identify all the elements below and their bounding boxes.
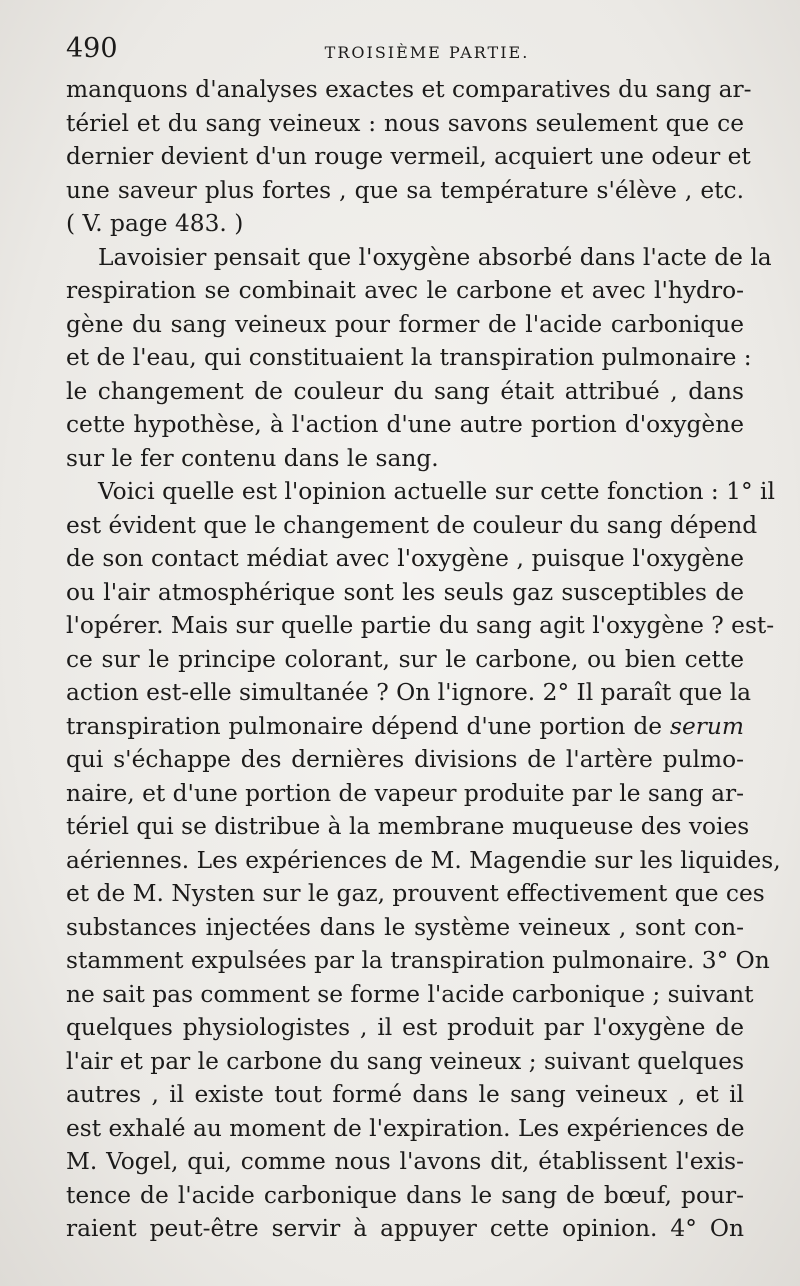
text-line: l'air et par le carbone du sang veineux ; suivant quelques: [66, 1047, 745, 1075]
text-line: autres , il existe tout formé dans le sang veineux , et il: [66, 1081, 744, 1108]
text-line: cette hypothèse, à l'action d'une autre portion d'oxygène: [66, 411, 744, 438]
text-line: Lavoisier pensait que l'oxygène absorbé dans l'acte de la: [98, 243, 772, 271]
text-line: est exhalé au moment de l'expiration. Les expériences de: [66, 1114, 745, 1142]
text-line: tériel et du sang veineux : nous savons seulement que ce: [66, 109, 744, 137]
text-line: Voici quelle est l'opinion actuelle sur cette fonction : 1° il: [98, 478, 775, 505]
italic-term: serum: [670, 712, 744, 740]
text-line: aériennes. Les expériences de M. Magendie sur les liquides,: [66, 846, 781, 874]
text-line: raient peut-être servir à appuyer cette opinion. 4° On: [66, 1215, 744, 1242]
text-line: tériel qui se distribue à la membrane muqueuse des voies: [66, 813, 750, 840]
text-line: dernier devient d'un rouge vermeil, acquiert une odeur et: [66, 143, 751, 170]
text-line: ce sur le principe colorant, sur le carbone, ou bien cette: [66, 645, 744, 673]
page-number: 490: [66, 33, 118, 64]
text-line: gène du sang veineux pour former de l'acide carbonique: [66, 310, 744, 338]
text-line: de son contact médiat avec l'oxygène , puisque l'oxygène: [66, 545, 744, 572]
page-header: [66, 33, 748, 64]
text-line: naire, et d'une portion de vapeur produite par le sang ar-: [66, 779, 744, 807]
text-line: sur le fer contenu dans le sang.: [66, 444, 439, 472]
text-line: quelques physiologistes , il est produit par l'oxygène de: [66, 1014, 744, 1041]
text-line: tence de l'acide carbonique dans le sang de bœuf, pour-: [66, 1181, 744, 1209]
body-text: [66, 73, 781, 1246]
text-line: substances injectées dans le système veineux , sont con-: [66, 913, 744, 941]
text-line: respiration se combinait avec le carbone et avec l'hydro-: [66, 277, 744, 304]
text-line: action est-elle simultanée ? On l'ignore. 2° Il paraît que la: [66, 679, 752, 706]
text-line: M. Vogel, qui, comme nous l'avons dit, établissent l'exis-: [66, 1148, 744, 1175]
text-line: stamment expulsées par la transpiration pulmonaire. 3° On: [66, 947, 770, 974]
text-line: l'opérer. Mais sur quelle partie du sang agit l'oxygène ? est-: [66, 612, 775, 639]
text-line: manquons d'analyses exactes et comparatives du sang ar-: [66, 76, 752, 103]
text-line: transpiration pulmonaire dépend d'une portion de serum: [66, 712, 744, 740]
text-line: ou l'air atmosphérique sont les seuls gaz susceptibles de: [66, 578, 744, 606]
running-head: TROISIÈME PARTIE.: [324, 43, 530, 62]
text-line: est évident que le changement de couleur du sang dépend: [66, 511, 758, 539]
text-line: ne sait pas comment se forme l'acide carbonique ; suivant: [66, 980, 754, 1008]
text-line: et de M. Nysten sur le gaz, prouvent effectivement que ces: [66, 880, 765, 907]
text-line: ( V. page 483. ): [66, 210, 244, 237]
text-line: le changement de couleur du sang était attribué , dans: [66, 377, 744, 405]
text-line: une saveur plus fortes , que sa température s'élève , etc.: [66, 176, 744, 204]
text-line: qui s'échappe des dernières divisions de l'artère pulmo-: [66, 746, 744, 773]
text-line: et de l'eau, qui constituaient la transpiration pulmonaire :: [66, 344, 752, 371]
